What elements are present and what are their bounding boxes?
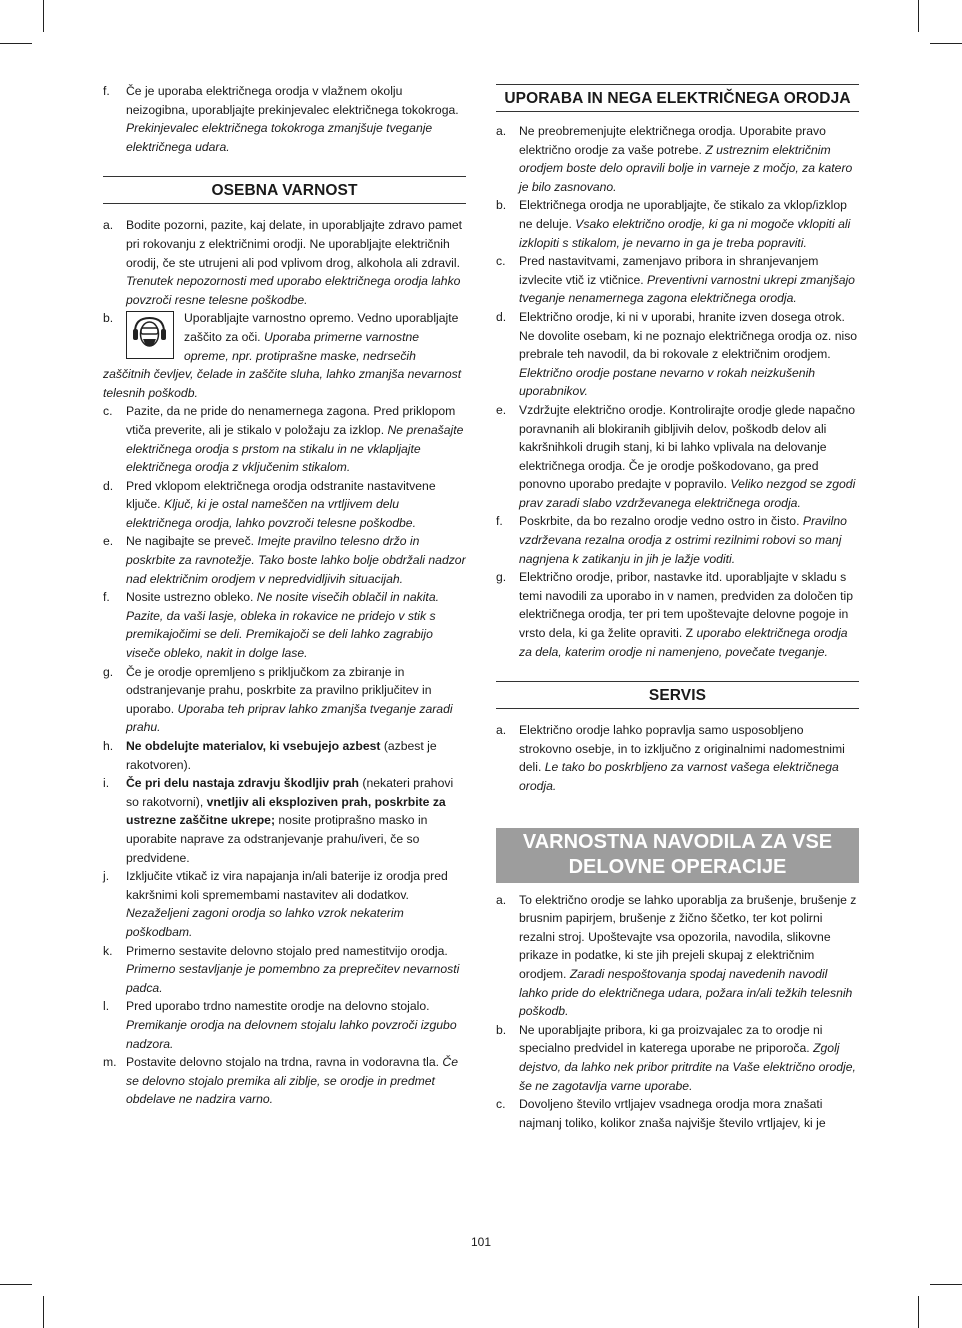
item-text: Bodite pozorni, pazite, kaj delate, in uporabljajte zdravo pamet pri rokovanju z električnimi orodji. Ne uporabljajte električnih orodij, če ste utrujeni ali pod vplivom drog, alkohola ali zdravil.	[126, 218, 463, 270]
list-item	[103, 216, 466, 309]
item-label: d.	[496, 309, 507, 324]
list-item	[103, 867, 466, 941]
crop-mark	[930, 43, 962, 44]
item-text: Če je orodje opremljeno s priključkom za zbiranje in odstranjevanje prahu, poskrbite za pravilno priključitev in uporabo.	[126, 664, 432, 716]
item-label: m.	[103, 1055, 117, 1070]
item-text: Če je uporaba električnega orodja v vlažnem okolju neizogibna, uporabljajte prekinjevalec električnega tokokroga.	[126, 84, 459, 117]
section-title-osebna-varnost: OSEBNA VARNOST	[103, 176, 466, 204]
crop-mark	[0, 1284, 32, 1285]
item-label: d.	[103, 478, 114, 493]
list-item	[496, 1095, 859, 1132]
item-italic: Pravilno vzdrževana rezalna orodja z ostrimi rezilnimi robovi so manj nagnjena k zatikanju in jih je lažje voditi.	[519, 514, 847, 566]
item-italic: Električno orodje postane nevarno v rokah neizkušenih uporabnikov.	[519, 365, 816, 399]
item-label: j.	[103, 869, 110, 884]
item-label: l.	[103, 999, 110, 1014]
item-text: Ne nagibajte se preveč.	[126, 534, 258, 549]
item-label: c.	[496, 254, 506, 269]
item-italic: Le tako bo poskrbljeno za varnost vašega električnega orodja.	[519, 760, 839, 793]
item-italic: Uporaba primerne varnostne opreme, npr. protiprašne maske, nedrsečih zaščitnih čevljev, čelade in zaščite sluha, lahko zmanjša nevarnost telesnih poškodb.	[103, 329, 462, 400]
list-item	[103, 402, 466, 476]
item-text: Postavite delovno stojalo na trdna, ravna in vodoravna tla.	[126, 1055, 443, 1070]
crop-mark	[918, 0, 919, 32]
item-text: Električno orodje lahko popravlja samo usposobljeno strokovno osebje, in to izključno z originalnimi nadomestnimi deli.	[519, 723, 845, 775]
item-label: e.	[496, 402, 507, 417]
item-italic: Vsako električno orodje, ki ga ni mogoče vklopiti ali izklopiti s stikalom, je nevarno in ga je treba popraviti.	[519, 216, 851, 250]
right-column	[496, 84, 859, 1132]
item-bold: vnetljiv ali eksploziven prah, poskrbite za ustrezne zaščitne ukrepe;	[126, 794, 446, 828]
item-italic: Če se delovno stojalo premika ali ziblje, se orodje in predmet obdelave ne nadzira varno.	[126, 1055, 458, 1107]
list-item	[496, 721, 859, 795]
item-text: Pred nastavitvami, zamenjavo pribora in shranjevanjem izvlecite vtič iz vtičnice.	[519, 254, 819, 287]
item-label: a.	[496, 892, 507, 907]
item-label: e.	[103, 534, 114, 549]
list-item	[103, 309, 466, 402]
list-item	[103, 997, 466, 1053]
item-label: b.	[496, 198, 507, 213]
list-item	[496, 308, 859, 401]
item-label: g.	[103, 664, 114, 679]
item-text: Poskrbite, da bo rezalno orodje vedno ostro in čisto.	[519, 514, 803, 529]
list-item	[496, 196, 859, 252]
item-label: a.	[496, 723, 507, 738]
item-label: b.	[496, 1022, 507, 1037]
item-text: Ne preobremenjujte električnega orodja. Uporabite pravo električno orodje za vaše potrebe.	[519, 124, 826, 157]
item-label: k.	[103, 943, 113, 958]
list-item	[103, 663, 466, 737]
item-italic: Premikanje orodja na delovnem stojalu lahko povzroči izgubo nadzora.	[126, 1017, 457, 1051]
list-item	[496, 512, 859, 568]
item-italic: Ključ, ki je ostal nameščen na vrtljivem delu električnega orodja, lahko povzroči telesne poškodbe.	[126, 497, 416, 530]
item-text: Pazite, da ne pride do nenamernega zagona. Pred priklopom vtiča preverite, ali je stikalo v položaju za izklop.	[126, 404, 456, 437]
item-italic: Ne nosite visečih oblačil in nakita. Pazite, da vaši lasje, obleka in rokavice ne pridejo v stik s premikajočimi se deli. Premikajoči se deli lahko zagrabijo viseče obleko, nakit in dolge lase.	[126, 590, 439, 661]
crop-mark	[43, 1296, 44, 1328]
item-text: Nosite ustrezno obleko.	[126, 590, 257, 605]
item-text: To električno orodje se lahko uporablja za brušenje, brušenje z brusnim papirjem, brušenje z žično ščetko, ter kot polirni rezalni stroj. Upoštevajte vsa opozorila, navodila, slikovne prikaze in podatke, ki ste jih prejeli skupaj z električnim orodjem.	[519, 892, 857, 981]
item-italic: Prekinjevalec električnega tokokroga zmanjšuje tveganje električnega udara.	[126, 121, 433, 154]
banner-varnostna-navodila: VARNOSTNA NAVODILA ZA VSE DELOVNE OPERACIJE	[496, 828, 859, 883]
item-text: (azbest je rakotvoren).	[126, 739, 437, 772]
list-item	[496, 568, 859, 661]
item-text: nosite protiprašno masko in uporabite naprave za odstranjevanje prahu/iveri, če so predvidene.	[126, 813, 428, 865]
list-item	[103, 477, 466, 533]
list-item	[103, 1053, 466, 1109]
item-label: f.	[103, 590, 110, 605]
list-item	[496, 401, 859, 513]
section-title-servis: SERVIS	[496, 681, 859, 709]
list-item	[103, 774, 466, 867]
item-text: Primerno sestavite delovno stojalo pred namestitvijo orodja.	[126, 943, 448, 958]
item-italic: Uporaba teh priprav lahko zmanjša tveganje zaradi prahu.	[126, 701, 453, 735]
list-item	[496, 252, 859, 308]
item-label: b.	[103, 311, 114, 326]
item-label: c.	[496, 1097, 506, 1112]
item-label: g.	[496, 570, 507, 585]
list-item	[496, 1021, 859, 1095]
item-italic: Z ustreznim električnim orodjem boste delo opravili bolje in varneje z močjo, za katero je bilo zasnovano.	[519, 142, 853, 194]
item-bold: Če pri delu nastaja zdravju škodljiv prah	[126, 776, 359, 791]
list-item	[103, 532, 466, 588]
item-text: Električno orodje, ki ni v uporabi, hranite izven dosega otrok. Ne dovolite osebam, ki ne poznajo električnega orodja oz. niso prebrale teh navodil, da bi rokovale z električnim orodjem.	[519, 309, 858, 362]
item-text: (nekateri prahovi so rakotvorni),	[126, 776, 454, 809]
item-label: a.	[496, 124, 507, 138]
item-italic: uporabo električnega orodja za dela, katerim orodje ni namenjeno, povečate tveganje.	[519, 626, 848, 659]
page-number: 101	[470, 1235, 492, 1249]
item-bold: Ne obdelujte materialov, ki vsebujejo azbest	[126, 739, 381, 753]
item-italic: Zaradi nespoštovanja spodaj navedenih navodil lahko pride do električnega udara, požara in/ali težkih telesnih poškodb.	[519, 966, 853, 1019]
safety-mask-icon	[126, 311, 174, 359]
list-item	[496, 122, 859, 196]
item-text: Dovoljeno število vrtljajev vsadnega orodja mora znašati najmanj toliko, kolikor znaša najvišje število vrtljajev, ki je	[519, 1097, 826, 1130]
section-title-uporaba-in-nega: UPORABA IN NEGA ELEKTRIČNEGA ORODJA	[496, 84, 859, 112]
item-italic: Primerno sestavljanje je pomembno za preprečitev nevarnosti padca.	[126, 962, 460, 995]
item-text: Pred vklopom električnega orodja odstranite nastavitvene ključe.	[126, 478, 436, 512]
list-item	[496, 891, 859, 1021]
list-item	[103, 942, 466, 998]
item-text: Uporabljajte varnostno opremo. Vedno uporabljajte zaščito za oči.	[184, 311, 459, 344]
item-label: a.	[103, 218, 114, 233]
item-text: Električnega orodja ne uporabljajte, če stikalo za vklop/izklop ne deluje.	[519, 198, 847, 231]
item-text: Električno orodje, pribor, nastavke itd. uporabljajte v skladu s temi navodili za uporabo in v namen, predviden za določen tip električnega orodja, ter pri tem upoštevajte delovne pogoje in vrsto dela, ki ga želite opraviti. Z	[519, 570, 854, 641]
list-item	[103, 737, 466, 774]
item-italic: Ne prenašajte električnega orodja s prstom na stikalu in ne vklapljajte električnega orodja z vključenim stikalom.	[126, 422, 464, 475]
item-italic: Zgolj dejstvo, da lahko nek pribor pritrdite na Vaše električno orodje, še ne zagotavlja varne uporabe.	[519, 1041, 856, 1093]
crop-mark	[918, 1296, 919, 1328]
item-italic: Trenutek nepozornosti med uporabo električnega orodja lahko povzroči resne telesne poškodbe.	[126, 274, 461, 307]
item-italic: Imejte pravilno telesno držo in poskrbite za ravnotežje. Tako boste lahko bolje obdržali nadzor nad električnim orodjem v nepredvidljivih situacijah.	[126, 534, 466, 586]
item-italic: Veliko nezgod se zgodi prav zaradi slabo vzdrževanega električnega orodja.	[519, 477, 856, 510]
list-item	[103, 588, 466, 662]
crop-mark	[43, 0, 44, 32]
item-text: Ne uporabljajte pribora, ki ga proizvajalec za to orodje ni specialno predvidel in katerega uporabe ne priporoča.	[519, 1022, 823, 1056]
crop-mark	[930, 1284, 962, 1285]
list-item	[103, 82, 466, 156]
item-italic: Nezaželjeni zagoni orodja so lahko vzrok nekaterim poškodbam.	[126, 906, 404, 939]
item-text: Pred uporabo trdno namestite orodje na delovno stojalo.	[126, 999, 430, 1014]
item-label: h.	[103, 739, 114, 753]
item-label: f.	[496, 514, 503, 529]
item-label: c.	[103, 404, 113, 419]
item-text: Vzdržujte električno orodje. Kontrolirajte orodje glede napačno poravnanih ali blokiranih gibljivih delov, poškodb delov ali kakršnihkoli drugih stanj, ki bi lahko vplivala na delovanje električnega orodja. Če je orodje poškodovano, ga pred ponovno uporabo predajte v popravilo.	[519, 402, 856, 492]
crop-mark	[0, 43, 32, 44]
item-text: Izključite vtikač iz vira napajanja in/ali baterije iz orodja pred kakršnimi koli spremembami nastavitev ali dodatkov.	[126, 869, 448, 902]
item-label: i.	[103, 776, 110, 791]
left-column	[103, 82, 466, 1109]
item-label: f.	[103, 84, 110, 98]
item-italic: Preventivni varnostni ukrepi zmanjšajo tveganje nenamernega zagona električnega orodja.	[519, 272, 855, 306]
